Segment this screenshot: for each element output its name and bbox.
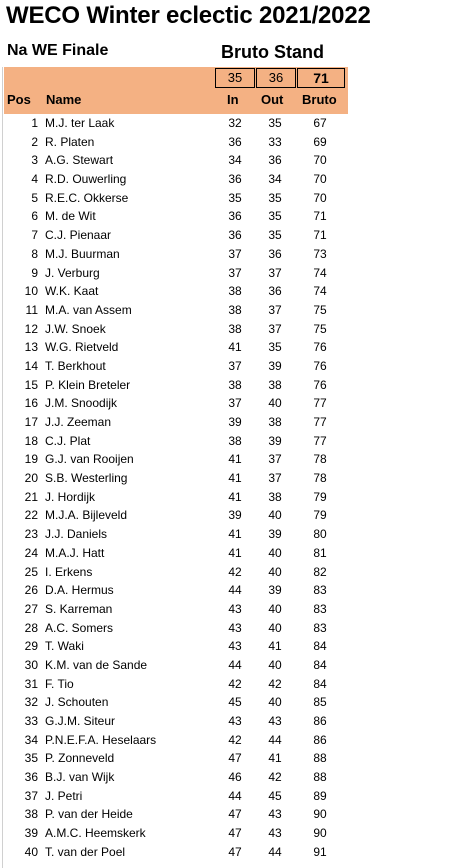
table-row <box>0 450 460 469</box>
cell-bruto: 84 <box>313 676 327 691</box>
table-row <box>0 170 460 189</box>
cell-bruto: 91 <box>313 844 327 859</box>
cell-name: W.K. Kaat <box>45 284 99 299</box>
cell-in: 37 <box>228 358 242 373</box>
cell-pos: 39 <box>24 826 38 841</box>
cell-bruto: 71 <box>313 209 327 224</box>
cell-bruto: 77 <box>313 415 327 429</box>
cell-pos: 17 <box>24 415 38 429</box>
cell-name: J. Schouten <box>45 695 109 710</box>
table-row <box>0 469 460 488</box>
header-bruto: Bruto <box>302 92 337 107</box>
cell-pos: 33 <box>24 714 38 728</box>
cell-bruto: 84 <box>313 657 327 672</box>
table-row <box>0 544 460 563</box>
table-row <box>0 226 460 245</box>
cell-out: 40 <box>268 601 282 616</box>
table-row <box>0 114 460 133</box>
cell-in: 47 <box>228 807 242 822</box>
cell-out: 36 <box>268 246 282 261</box>
table-row <box>0 787 460 806</box>
table-row <box>0 525 460 544</box>
cell-name: C.J. Pienaar <box>45 228 112 243</box>
cell-bruto: 80 <box>313 527 327 542</box>
cell-pos: 15 <box>24 377 38 392</box>
cell-in: 39 <box>228 508 242 523</box>
cell-out: 37 <box>268 471 282 486</box>
cell-in: 38 <box>228 284 242 299</box>
table-row <box>0 189 460 208</box>
table-row <box>0 394 460 413</box>
cell-in: 47 <box>228 751 242 766</box>
table-row <box>0 133 460 152</box>
cell-out: 41 <box>268 639 282 654</box>
cell-bruto: 85 <box>313 695 327 710</box>
cell-bruto: 81 <box>313 545 327 560</box>
cell-out: 40 <box>268 695 282 710</box>
cell-name: T. Berkhout <box>45 358 106 373</box>
cell-name: P. van der Heide <box>45 807 133 822</box>
cell-out: 37 <box>268 321 282 336</box>
cell-in: 37 <box>228 246 242 261</box>
cell-out: 37 <box>268 452 282 467</box>
cell-bruto: 77 <box>313 396 327 411</box>
cell-in: 44 <box>228 583 242 598</box>
cell-pos: 4 <box>31 172 38 187</box>
cell-out: 40 <box>268 564 282 579</box>
cell-pos: 34 <box>24 732 38 747</box>
cell-name: D.A. Hermus <box>45 583 114 598</box>
cell-out: 35 <box>268 190 282 205</box>
cell-name: B.J. van Wijk <box>45 770 115 785</box>
cell-out: 36 <box>268 153 282 168</box>
cell-bruto: 88 <box>313 770 327 785</box>
cell-in: 38 <box>228 302 242 317</box>
cell-pos: 20 <box>24 471 38 486</box>
cell-out: 41 <box>268 751 282 766</box>
cell-in: 41 <box>228 471 242 486</box>
cell-out: 42 <box>268 770 282 785</box>
cell-name: R.D. Ouwerling <box>45 172 127 187</box>
cell-name: P.N.E.F.A. Heselaars <box>45 732 157 747</box>
cell-in: 37 <box>228 265 242 280</box>
table-row <box>0 712 460 731</box>
cell-out: 35 <box>268 228 282 243</box>
cell-name: C.J. Plat <box>45 433 91 448</box>
cell-pos: 21 <box>24 489 38 504</box>
cell-pos: 28 <box>24 620 38 635</box>
cell-out: 33 <box>268 134 282 149</box>
cell-in: 37 <box>228 396 242 411</box>
cell-name: M.J.A. Bijleveld <box>45 508 128 523</box>
cell-out: 42 <box>268 676 282 691</box>
cell-bruto: 90 <box>313 807 327 822</box>
cell-out: 40 <box>268 396 282 411</box>
cell-name: J.J. Daniels <box>45 527 108 542</box>
cell-pos: 16 <box>24 396 38 411</box>
table-row <box>0 581 460 600</box>
cell-out: 43 <box>268 826 282 841</box>
table-row <box>0 749 460 768</box>
cell-in: 41 <box>228 452 242 467</box>
table-row <box>0 151 460 170</box>
cell-pos: 2 <box>31 134 38 149</box>
cell-in: 43 <box>228 714 242 728</box>
results-table <box>0 114 460 862</box>
par-out-box: 36 <box>256 68 296 88</box>
cell-pos: 25 <box>24 564 38 579</box>
cell-pos: 23 <box>24 527 38 542</box>
table-row <box>0 506 460 525</box>
cell-in: 38 <box>228 433 242 448</box>
cell-pos: 22 <box>24 508 38 523</box>
cell-pos: 11 <box>25 302 38 317</box>
cell-in: 42 <box>228 564 242 579</box>
cell-name: W.G. Rietveld <box>45 340 119 355</box>
cell-out: 43 <box>268 807 282 822</box>
cell-pos: 7 <box>31 228 38 243</box>
cell-pos: 10 <box>24 284 38 299</box>
cell-in: 47 <box>228 844 242 859</box>
cell-name: P. Klein Breteler <box>45 377 131 392</box>
cell-name: S.B. Westerling <box>45 471 128 486</box>
cell-out: 36 <box>268 284 282 299</box>
cell-out: 40 <box>268 508 282 523</box>
par-total-box: 71 <box>297 68 345 88</box>
cell-out: 39 <box>268 358 282 373</box>
cell-pos: 12 <box>24 321 38 336</box>
cell-out: 39 <box>268 583 282 598</box>
table-row <box>0 488 460 507</box>
cell-name: A.M.C. Heemskerk <box>45 826 146 841</box>
cell-name: J. Verburg <box>45 265 100 280</box>
cell-bruto: 86 <box>313 714 327 728</box>
cell-bruto: 70 <box>313 190 327 205</box>
cell-in: 41 <box>228 340 242 355</box>
par-in-box: 35 <box>215 68 255 88</box>
cell-bruto: 73 <box>313 246 327 261</box>
table-row <box>0 563 460 582</box>
cell-bruto: 83 <box>313 620 327 635</box>
cell-bruto: 84 <box>313 639 327 654</box>
cell-name: R. Platen <box>45 134 95 149</box>
cell-in: 34 <box>228 153 242 168</box>
cell-bruto: 88 <box>313 751 327 766</box>
table-row <box>0 619 460 638</box>
cell-out: 43 <box>268 714 282 728</box>
cell-bruto: 75 <box>313 321 327 336</box>
cell-bruto: 77 <box>313 433 327 448</box>
cell-pos: 14 <box>24 358 38 373</box>
table-row <box>0 207 460 226</box>
cell-name: J.W. Snoek <box>45 321 106 336</box>
cell-pos: 37 <box>24 788 38 803</box>
cell-pos: 1 <box>31 116 38 130</box>
cell-bruto: 74 <box>313 284 327 299</box>
table-row <box>0 768 460 787</box>
cell-bruto: 79 <box>313 508 327 523</box>
cell-bruto: 78 <box>313 471 327 486</box>
table-row <box>0 376 460 395</box>
cell-in: 41 <box>228 545 242 560</box>
cell-in: 36 <box>228 209 242 224</box>
cell-bruto: 75 <box>313 302 327 317</box>
sheet-subtitle: Na WE Finale <box>7 42 109 59</box>
cell-name: A.G. Stewart <box>45 153 114 168</box>
cell-pos: 30 <box>24 657 38 672</box>
cell-out: 44 <box>268 844 282 859</box>
cell-in: 44 <box>228 788 242 803</box>
cell-bruto: 83 <box>313 583 327 598</box>
cell-in: 43 <box>228 620 242 635</box>
cell-in: 46 <box>228 770 242 785</box>
header-pos: Pos <box>7 92 31 107</box>
cell-name: J. Petri <box>45 788 83 803</box>
cell-name: M.J. ter Laak <box>45 116 115 130</box>
cell-in: 47 <box>228 826 242 841</box>
cell-bruto: 69 <box>313 134 327 149</box>
cell-bruto: 83 <box>313 601 327 616</box>
cell-bruto: 82 <box>313 564 327 579</box>
cell-out: 44 <box>268 732 282 747</box>
cell-name: T. van der Poel <box>45 844 126 859</box>
cell-out: 40 <box>268 545 282 560</box>
cell-name: J.J. Zeeman <box>45 415 112 429</box>
cell-in: 44 <box>228 657 242 672</box>
table-row <box>0 693 460 712</box>
cell-in: 38 <box>228 321 242 336</box>
cell-bruto: 74 <box>313 265 327 280</box>
cell-out: 35 <box>268 209 282 224</box>
cell-in: 36 <box>228 172 242 187</box>
cell-out: 38 <box>268 489 282 504</box>
cell-name: J. Hordijk <box>45 489 96 504</box>
cell-name: G.J. van Rooijen <box>45 452 134 467</box>
cell-pos: 31 <box>24 676 38 691</box>
cell-bruto: 89 <box>313 788 327 803</box>
cell-bruto: 79 <box>313 489 327 504</box>
cell-pos: 9 <box>31 265 38 280</box>
cell-name: G.J.M. Siteur <box>45 714 116 728</box>
cell-out: 35 <box>268 340 282 355</box>
cell-bruto: 70 <box>313 172 327 187</box>
table-row <box>0 245 460 264</box>
cell-in: 39 <box>228 415 242 429</box>
cell-out: 45 <box>268 788 282 803</box>
cell-pos: 8 <box>31 246 38 261</box>
cell-in: 42 <box>228 676 242 691</box>
cell-pos: 18 <box>24 433 38 448</box>
cell-name: J.M. Snoodijk <box>45 396 118 411</box>
cell-pos: 27 <box>24 601 38 616</box>
cell-pos: 40 <box>24 844 38 859</box>
cell-name: M. de Wit <box>45 209 96 224</box>
table-row <box>0 301 460 320</box>
table-row <box>0 264 460 283</box>
cell-bruto: 78 <box>313 452 327 467</box>
cell-out: 40 <box>268 620 282 635</box>
cell-pos: 3 <box>31 153 38 168</box>
cell-name: K.M. van de Sande <box>45 657 148 672</box>
cell-out: 35 <box>268 116 282 130</box>
cell-name: F. Tio <box>45 676 74 691</box>
cell-name: R.E.C. Okkerse <box>45 190 129 205</box>
cell-pos: 6 <box>31 209 38 224</box>
cell-in: 36 <box>228 228 242 243</box>
cell-out: 39 <box>268 527 282 542</box>
header-out: Out <box>261 92 284 107</box>
table-row <box>0 338 460 357</box>
cell-out: 37 <box>268 265 282 280</box>
table-row <box>0 413 460 432</box>
cell-name: M.A.J. Hatt <box>45 545 105 560</box>
standing-label: Bruto Stand <box>221 42 324 62</box>
cell-pos: 29 <box>24 639 38 654</box>
cell-out: 34 <box>268 172 282 187</box>
table-row <box>0 637 460 656</box>
sheet-title: WECO Winter eclectic 2021/2022 <box>6 2 371 29</box>
cell-in: 38 <box>228 377 242 392</box>
cell-in: 43 <box>228 601 242 616</box>
cell-pos: 32 <box>24 695 38 710</box>
cell-in: 42 <box>228 732 242 747</box>
cell-bruto: 76 <box>313 377 327 392</box>
table-row <box>0 805 460 824</box>
table-row <box>0 656 460 675</box>
cell-pos: 19 <box>24 452 38 467</box>
cell-name: P. Zonneveld <box>45 751 115 766</box>
cell-in: 45 <box>228 695 242 710</box>
cell-in: 32 <box>228 116 242 130</box>
cell-pos: 13 <box>24 340 38 355</box>
header-name: Name <box>46 92 82 107</box>
cell-in: 35 <box>228 190 242 205</box>
cell-name: M.J. Buurman <box>45 246 120 261</box>
cell-bruto: 67 <box>313 116 327 130</box>
cell-name: S. Karreman <box>45 601 113 616</box>
cell-name: I. Erkens <box>45 564 93 579</box>
cell-name: M.A. van Assem <box>45 302 132 317</box>
cell-pos: 38 <box>24 807 38 822</box>
cell-pos: 26 <box>24 583 38 598</box>
table-row <box>0 731 460 750</box>
table-row <box>0 843 460 862</box>
cell-name: A.C. Somers <box>45 620 114 635</box>
cell-out: 37 <box>268 302 282 317</box>
cell-in: 41 <box>228 489 242 504</box>
cell-name: T. Waki <box>45 639 84 654</box>
cell-out: 38 <box>268 377 282 392</box>
cell-in: 41 <box>228 527 242 542</box>
cell-in: 43 <box>228 639 242 654</box>
cell-out: 38 <box>268 415 282 429</box>
table-row <box>0 282 460 301</box>
table-row <box>0 824 460 843</box>
cell-bruto: 86 <box>313 732 327 747</box>
cell-pos: 36 <box>24 770 38 785</box>
cell-bruto: 70 <box>313 153 327 168</box>
cell-pos: 24 <box>24 545 38 560</box>
table-row <box>0 357 460 376</box>
table-row <box>0 320 460 339</box>
cell-pos: 35 <box>24 751 38 766</box>
table-row <box>0 600 460 619</box>
cell-in: 36 <box>228 134 242 149</box>
table-row <box>0 432 460 451</box>
cell-bruto: 76 <box>313 358 327 373</box>
cell-bruto: 90 <box>313 826 327 841</box>
cell-out: 40 <box>268 657 282 672</box>
cell-bruto: 76 <box>313 340 327 355</box>
cell-bruto: 71 <box>313 228 327 243</box>
cell-pos: 5 <box>31 190 38 205</box>
cell-out: 39 <box>268 433 282 448</box>
header-in: In <box>227 92 239 107</box>
table-row <box>0 675 460 694</box>
